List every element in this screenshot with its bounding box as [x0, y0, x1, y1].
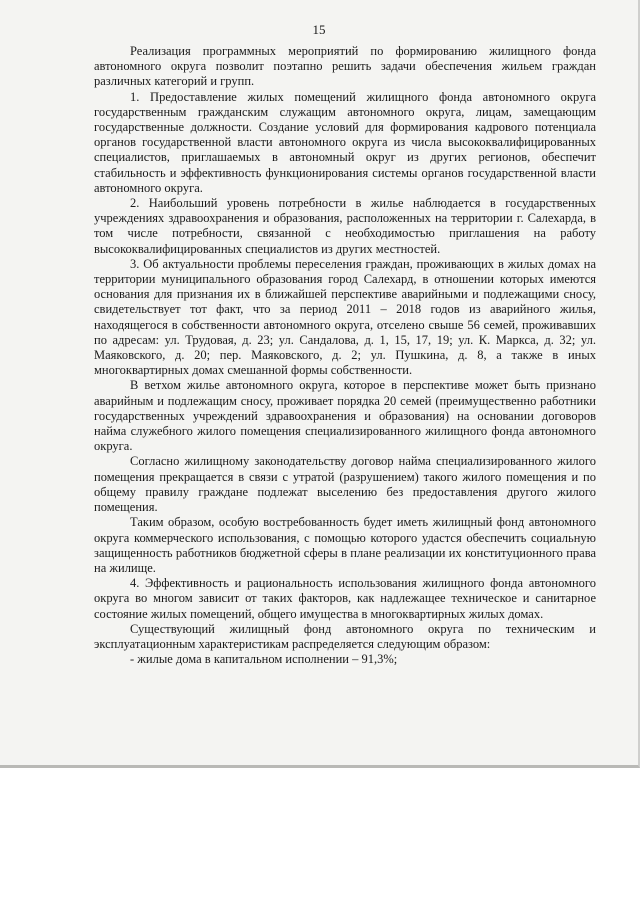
paragraph-item-1: 1. Предоставление жилых помещений жилищного фонда автономного округа государственным гражданским служащим автономного округа, лицам, замещающим государственные должности. Создание условий для формирования кадрового потенциала органов государственной власти автономного округа из числа высококвалифицированных специалистов, приглашаемых в автономный округ из других регионов, обеспечит стабильность и эффективность функционирования системы органов государственной власти автономного округа.: [94, 89, 596, 195]
paragraph-conclusion: Таким образом, особую востребованность будет иметь жилищный фонд автономного округа коммерческого использования, с помощью которого удастся обеспечить социальную защищенность работников бюджетной сферы в плане реализации их конституционного права на жилище.: [94, 515, 596, 575]
document-body: [94, 44, 596, 667]
paragraph-legislation: Согласно жилищному законодательству договор найма специализированного жилого помещения прекращается в связи с утратой (разрушением) такого жилого помещения и по общему правилу граждане подлежат выселению без предоставления другого жилого помещения.: [94, 454, 596, 515]
paragraph-item-4: 4. Эффективность и рациональность использования жилищного фонда автономного округа во многом зависит от таких факторов, как надлежащее техническое и санитарное состояние жилых помещений, общего имущества в многоквартирных жилых домах.: [94, 576, 596, 621]
paragraph-dilapidated-housing: В ветхом жилье автономного округа, которое в перспективе может быть признано аварийным и подлежащим сносу, проживает порядка 20 семей (преимущественно работники государственных учреждений здравоохранения и образования) на основании договоров найма служебного жилого помещения специализированного жилищного фонда автономного округа.: [94, 378, 596, 454]
page-number: 15: [312, 22, 326, 37]
paragraph-distribution: Существующий жилищный фонд автономного округа по техническим и эксплуатационным характеристикам распределяется следующим образом:: [94, 621, 596, 651]
list-item-capital-houses: - жилые дома в капитальном исполнении – 91,3%;: [130, 652, 398, 667]
paragraph-intro: Реализация программных мероприятий по формированию жилищного фонда автономного округа позволит поэтапно решить задачи обеспечения жильем граждан различных категорий и групп.: [94, 44, 596, 89]
paragraph-item-2: 2. Наибольший уровень потребности в жилье наблюдается в государственных учреждениях здравоохранения и образования, расположенных на территории г. Салехарда, в том числе потребности, связанной с необходимостью приглашения на работу высококвалифицированных специалистов из других местностей.: [94, 196, 596, 256]
paragraph-item-3: 3. Об актуальности проблемы переселения граждан, проживающих в жилых домах на территории муниципального образования город Салехард, в отношении которых имеются основания для признания их в ближайшей перспективе аварийными и подлежащими сносу, свидетельствует тот факт, что за период 2011 – 2018 годов из аварийного жилья, находящегося в собственности автономного округа, отселено свыше 56 семей, проживавших по адресам: ул. Трудовая, д. 23; ул. Сандалова, д. 1, 15, 17, 19; ул. К. Маркса, д. 32; ул. Маяковского, д. 20; пер. Маяковского, д. 2; ул. Пушкина, д. 8, а также в иных многоквартирных домах смешанной формы собственности.: [94, 256, 596, 378]
